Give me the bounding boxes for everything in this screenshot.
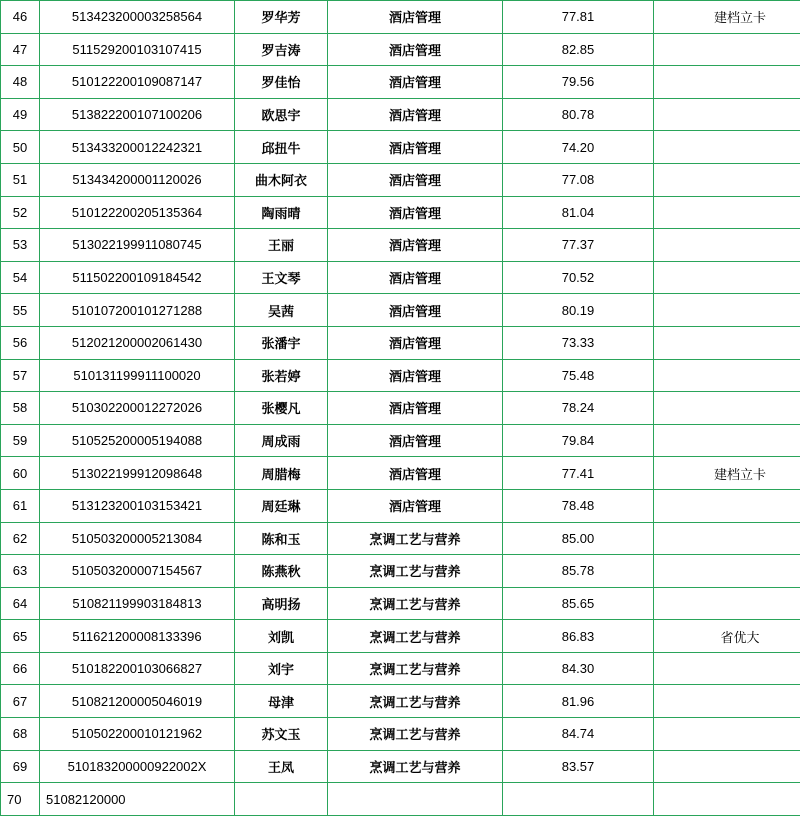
row-index: 58 [1, 392, 40, 425]
table-row [1, 131, 800, 164]
row-score: 85.00 [503, 522, 654, 555]
row-note [654, 33, 800, 66]
row-major [328, 783, 503, 816]
row-score: 81.96 [503, 685, 654, 718]
row-note [654, 750, 800, 783]
row-note [654, 555, 800, 588]
row-major: 烹调工艺与营养 [328, 587, 503, 620]
row-exam-id: 510502200010121962 [40, 718, 235, 751]
table-row [1, 489, 800, 522]
row-score: 79.56 [503, 66, 654, 99]
row-exam-id: 51082120000 [40, 783, 235, 816]
row-index: 52 [1, 196, 40, 229]
row-major: 酒店管理 [328, 489, 503, 522]
row-score: 77.41 [503, 457, 654, 490]
row-name: 刘凯 [235, 620, 328, 653]
table-row [1, 750, 800, 783]
table-row-partial [1, 783, 800, 816]
table-row [1, 98, 800, 131]
row-major: 酒店管理 [328, 326, 503, 359]
row-index: 61 [1, 489, 40, 522]
row-index: 65 [1, 620, 40, 653]
row-index: 56 [1, 326, 40, 359]
row-name [235, 783, 328, 816]
row-score: 81.04 [503, 196, 654, 229]
row-exam-id: 513123200103153421 [40, 489, 235, 522]
row-name: 张若婷 [235, 359, 328, 392]
table-row [1, 294, 800, 327]
table-row [1, 326, 800, 359]
row-exam-id: 513022199912098648 [40, 457, 235, 490]
row-exam-id: 510525200005194088 [40, 424, 235, 457]
row-score: 85.65 [503, 587, 654, 620]
row-score: 84.30 [503, 652, 654, 685]
row-score: 80.19 [503, 294, 654, 327]
row-major: 酒店管理 [328, 66, 503, 99]
table-row [1, 359, 800, 392]
row-exam-id: 513423200003258564 [40, 1, 235, 34]
row-score: 77.37 [503, 229, 654, 262]
row-score [503, 783, 654, 816]
table-row [1, 457, 800, 490]
row-note [654, 685, 800, 718]
row-name: 张潘宇 [235, 326, 328, 359]
row-note: 建档立卡 [654, 457, 800, 490]
row-note [654, 326, 800, 359]
table-row [1, 33, 800, 66]
row-name: 刘宇 [235, 652, 328, 685]
row-note [654, 359, 800, 392]
table-row [1, 522, 800, 555]
row-major: 烹调工艺与营养 [328, 750, 503, 783]
table-row [1, 196, 800, 229]
table-row [1, 66, 800, 99]
row-major: 酒店管理 [328, 457, 503, 490]
table-body [1, 1, 800, 816]
row-exam-id: 510821200005046019 [40, 685, 235, 718]
row-exam-id: 512021200002061430 [40, 326, 235, 359]
row-score: 84.74 [503, 718, 654, 751]
row-note [654, 522, 800, 555]
table-row [1, 424, 800, 457]
row-name: 王凤 [235, 750, 328, 783]
row-note [654, 261, 800, 294]
row-name: 吴茜 [235, 294, 328, 327]
row-name: 苏文玉 [235, 718, 328, 751]
table-row [1, 392, 800, 425]
table-row [1, 229, 800, 262]
row-note [654, 392, 800, 425]
row-name: 陈和玉 [235, 522, 328, 555]
row-exam-id: 513022199911080745 [40, 229, 235, 262]
row-major: 酒店管理 [328, 1, 503, 34]
row-index: 63 [1, 555, 40, 588]
row-index: 67 [1, 685, 40, 718]
row-note [654, 424, 800, 457]
row-score: 86.83 [503, 620, 654, 653]
row-major: 烹调工艺与营养 [328, 718, 503, 751]
row-exam-id: 511502200109184542 [40, 261, 235, 294]
row-exam-id: 510821199903184813 [40, 587, 235, 620]
row-major: 酒店管理 [328, 392, 503, 425]
row-note [654, 196, 800, 229]
row-name: 罗吉涛 [235, 33, 328, 66]
row-index: 62 [1, 522, 40, 555]
row-index: 60 [1, 457, 40, 490]
row-score: 85.78 [503, 555, 654, 588]
row-score: 78.48 [503, 489, 654, 522]
row-major: 烹调工艺与营养 [328, 620, 503, 653]
row-exam-id: 511621200008133396 [40, 620, 235, 653]
row-name: 张樱凡 [235, 392, 328, 425]
row-name: 王丽 [235, 229, 328, 262]
row-exam-id: 510122200205135364 [40, 196, 235, 229]
row-score: 79.84 [503, 424, 654, 457]
table-row [1, 685, 800, 718]
row-score: 83.57 [503, 750, 654, 783]
table-row [1, 163, 800, 196]
row-note [654, 587, 800, 620]
row-major: 酒店管理 [328, 131, 503, 164]
row-exam-id: 510107200101271288 [40, 294, 235, 327]
row-exam-id: 510302200012272026 [40, 392, 235, 425]
row-exam-id: 510183200000922002X [40, 750, 235, 783]
row-exam-id: 510131199911100020 [40, 359, 235, 392]
row-index: 59 [1, 424, 40, 457]
row-exam-id: 513433200012242321 [40, 131, 235, 164]
row-score: 73.33 [503, 326, 654, 359]
row-major: 酒店管理 [328, 424, 503, 457]
row-note: 建档立卡 [654, 1, 800, 34]
row-major: 烹调工艺与营养 [328, 522, 503, 555]
row-score: 74.20 [503, 131, 654, 164]
row-note [654, 783, 800, 816]
row-note [654, 294, 800, 327]
row-index: 66 [1, 652, 40, 685]
row-exam-id: 510503200005213084 [40, 522, 235, 555]
row-name: 罗佳怡 [235, 66, 328, 99]
row-name: 周成雨 [235, 424, 328, 457]
row-major: 烹调工艺与营养 [328, 555, 503, 588]
row-index: 57 [1, 359, 40, 392]
row-major: 烹调工艺与营养 [328, 685, 503, 718]
row-index: 48 [1, 66, 40, 99]
row-name: 陈燕秋 [235, 555, 328, 588]
row-note [654, 652, 800, 685]
row-major: 酒店管理 [328, 196, 503, 229]
row-index: 53 [1, 229, 40, 262]
table-row [1, 587, 800, 620]
row-exam-id: 513434200001120026 [40, 163, 235, 196]
table-row [1, 652, 800, 685]
row-name: 陶雨晴 [235, 196, 328, 229]
row-name: 邱扭牛 [235, 131, 328, 164]
row-major: 烹调工艺与营养 [328, 652, 503, 685]
row-index: 68 [1, 718, 40, 751]
row-note [654, 489, 800, 522]
row-major: 酒店管理 [328, 261, 503, 294]
row-note [654, 718, 800, 751]
row-name: 欧思宇 [235, 98, 328, 131]
table-row [1, 555, 800, 588]
row-major: 酒店管理 [328, 163, 503, 196]
row-score: 82.85 [503, 33, 654, 66]
row-index: 55 [1, 294, 40, 327]
row-index: 50 [1, 131, 40, 164]
row-score: 75.48 [503, 359, 654, 392]
row-index: 54 [1, 261, 40, 294]
row-exam-id: 510503200007154567 [40, 555, 235, 588]
table-row [1, 620, 800, 653]
row-exam-id: 510182200103066827 [40, 652, 235, 685]
row-major: 酒店管理 [328, 359, 503, 392]
row-score: 77.81 [503, 1, 654, 34]
row-index: 47 [1, 33, 40, 66]
table-row [1, 261, 800, 294]
row-index: 70 [1, 783, 40, 816]
row-name: 周腊梅 [235, 457, 328, 490]
row-index: 69 [1, 750, 40, 783]
row-name: 母津 [235, 685, 328, 718]
row-major: 酒店管理 [328, 98, 503, 131]
row-index: 46 [1, 1, 40, 34]
row-name: 曲木阿衣 [235, 163, 328, 196]
row-score: 78.24 [503, 392, 654, 425]
row-major: 酒店管理 [328, 33, 503, 66]
row-name: 周廷琳 [235, 489, 328, 522]
row-score: 77.08 [503, 163, 654, 196]
row-major: 酒店管理 [328, 294, 503, 327]
row-note [654, 229, 800, 262]
row-note [654, 98, 800, 131]
table-row [1, 1, 800, 34]
row-exam-id: 510122200109087147 [40, 66, 235, 99]
row-index: 49 [1, 98, 40, 131]
row-major: 酒店管理 [328, 229, 503, 262]
row-note: 省优大 [654, 620, 800, 653]
row-index: 64 [1, 587, 40, 620]
row-name: 高明扬 [235, 587, 328, 620]
row-name: 王文琴 [235, 261, 328, 294]
row-note [654, 66, 800, 99]
row-score: 70.52 [503, 261, 654, 294]
row-note [654, 163, 800, 196]
row-name: 罗华芳 [235, 1, 328, 34]
row-score: 80.78 [503, 98, 654, 131]
row-index: 51 [1, 163, 40, 196]
row-exam-id: 513822200107100206 [40, 98, 235, 131]
row-exam-id: 511529200103107415 [40, 33, 235, 66]
table-row [1, 718, 800, 751]
row-note [654, 131, 800, 164]
